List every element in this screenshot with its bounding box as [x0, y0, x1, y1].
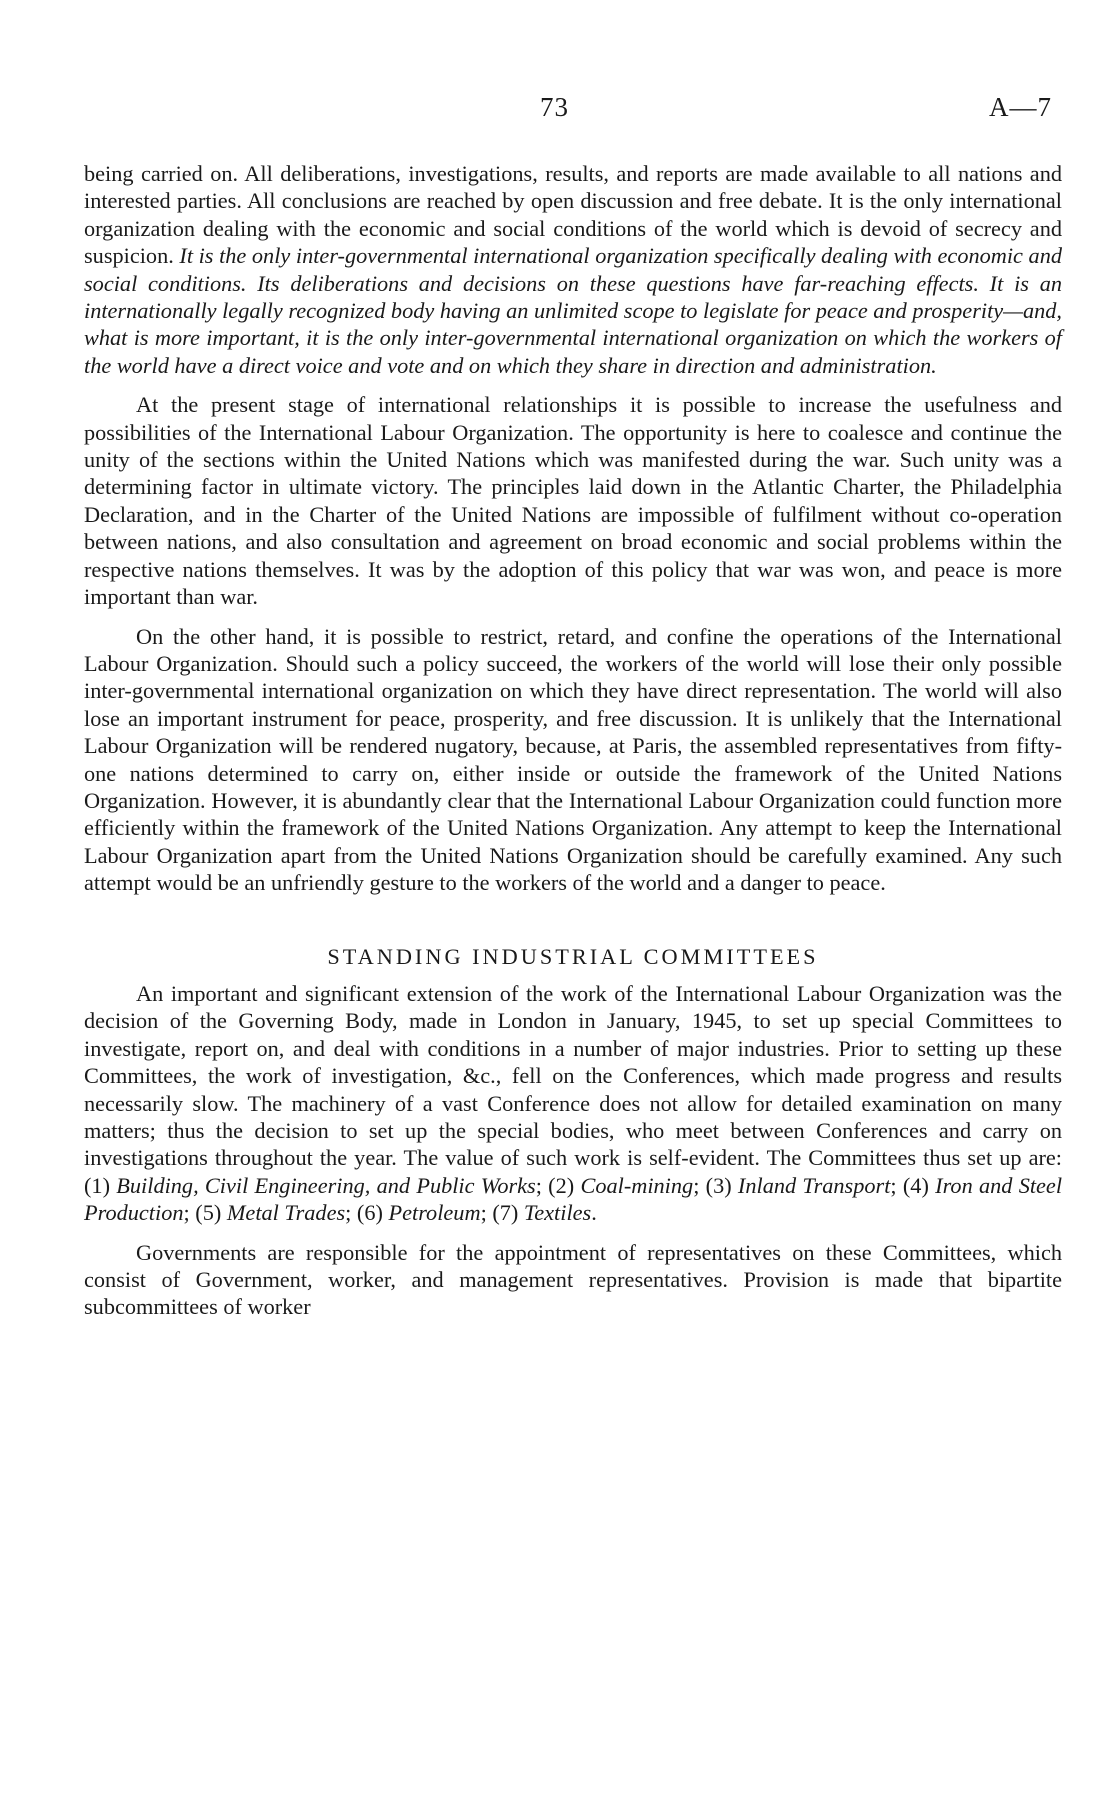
paragraph-1-italic: It is the only inter-governmental international organization specifically dealing with economic and social conditions. Its deliberations and decisions on these questions have far-reaching effects. It is an internationally legally recognized body having an unlimited scope to legislate for peace and prosperity—and, what is more important, it is the only inter-governmental international organization on which the workers of the world have a direct voice and vote and on which they share in direction and administration. [84, 243, 1063, 378]
separator-6: ; (7) [480, 1200, 524, 1226]
page-header [0, 92, 1114, 132]
paragraph-5: Governments are responsible for the appointment of representatives on these Committees, which consist of Government, worker, and management representatives. Provision is made that bipartite subcommittees of worker [84, 1239, 1062, 1320]
section-heading: STANDING INDUSTRIAL COMMITTEES [327, 943, 819, 969]
paragraph-4-end: . [591, 1200, 597, 1226]
document-reference: A—7 [989, 92, 1052, 122]
separator-2: ; (3) [693, 1172, 738, 1198]
paragraph-2: At the present stage of international relationships it is possible to increase the usefulness and possibilities of the International Labour Organization. The opportunity is here to coalesce and continue the unity of the sections within the United Nations which was manifested during the war. Such unity was a determining factor in ultimate victory. The principles laid down in the Atlantic Charter, the Philadelphia Declaration, and in the Charter of the United Nations are impossible of fulfilment without co-operation between nations, and also consultation and agreement on broad economic and social problems within the respective nations themselves. It was by the adoption of this policy that war was won, and peace is more important than war. [84, 392, 1062, 610]
paragraph-3: On the other hand, it is possible to restrict, retard, and confine the operations of the International Labour Organization. Should such a policy succeed, the workers of the world will lose their only possible inter-governmental international organization on which they have direct representation. The world will also lose an important instrument for peace, prosperity, and free discussion. It is unlikely that the International Labour Organization will be rendered nugatory, because, at Paris, the assembled representatives from fifty-one nations determined to carry on, either inside or outside the framework of the United Nations Organization. However, it is abundantly clear that the International Labour Organization could function more efficiently within the framework of the United Nations Organization. Any attempt to keep the International Labour Organization apart from the United Nations Organization should be carefully examined. Any such attempt would be an unfriendly gesture to the workers of the world and a danger to peace. [84, 623, 1062, 896]
paragraph-4 [84, 980, 1062, 1227]
committee-5: Metal Trades [226, 1200, 346, 1226]
committee-4: Iron and Steel Production [84, 1172, 1063, 1226]
separator-4: ; (5) [183, 1200, 227, 1226]
committee-2: Coal-mining [580, 1172, 694, 1198]
paragraph-4-text: An important and significant extension of the work of the International Labour Organization was the decision of the Governing Body, made in London in January, 1945, to set up special Committees to investigate, report on, and deal with conditions in a number of major industries. Prior to setting up these Committees, the work of investigation, &c., fell on the Conferences, which made progress and results necessarily slow. The machinery of a vast Conference does not allow for detailed examination on many matters; thus the decision to set up the special bodies, who meet between Conferences and carry on investigations throughout the year. The value of such work is self-evident. The Committees thus set up are: (1) [84, 980, 1062, 1198]
separator-5: ; (6) [345, 1200, 389, 1226]
committee-1: Building, Civil Engineering, and Public Works [116, 1172, 536, 1198]
committee-6: Petroleum [388, 1200, 481, 1226]
paragraph-1 [84, 160, 1062, 379]
paragraph-1-roman: being carried on. All deliberations, investigations, results, and reports are made available to all nations and interested parties. All conclusions are reached by open discussion and free debate. It is the only international organization dealing with the economic and social conditions of the world which is devoid of secrecy and suspicion. [84, 161, 1062, 269]
separator-3: ; (4) [890, 1172, 936, 1198]
page-number: 73 [540, 92, 569, 122]
body-text [84, 160, 1062, 1333]
committee-3: Inland Transport [737, 1172, 891, 1198]
committee-7: Textiles [523, 1200, 592, 1226]
separator-1: ; (2) [535, 1172, 581, 1198]
